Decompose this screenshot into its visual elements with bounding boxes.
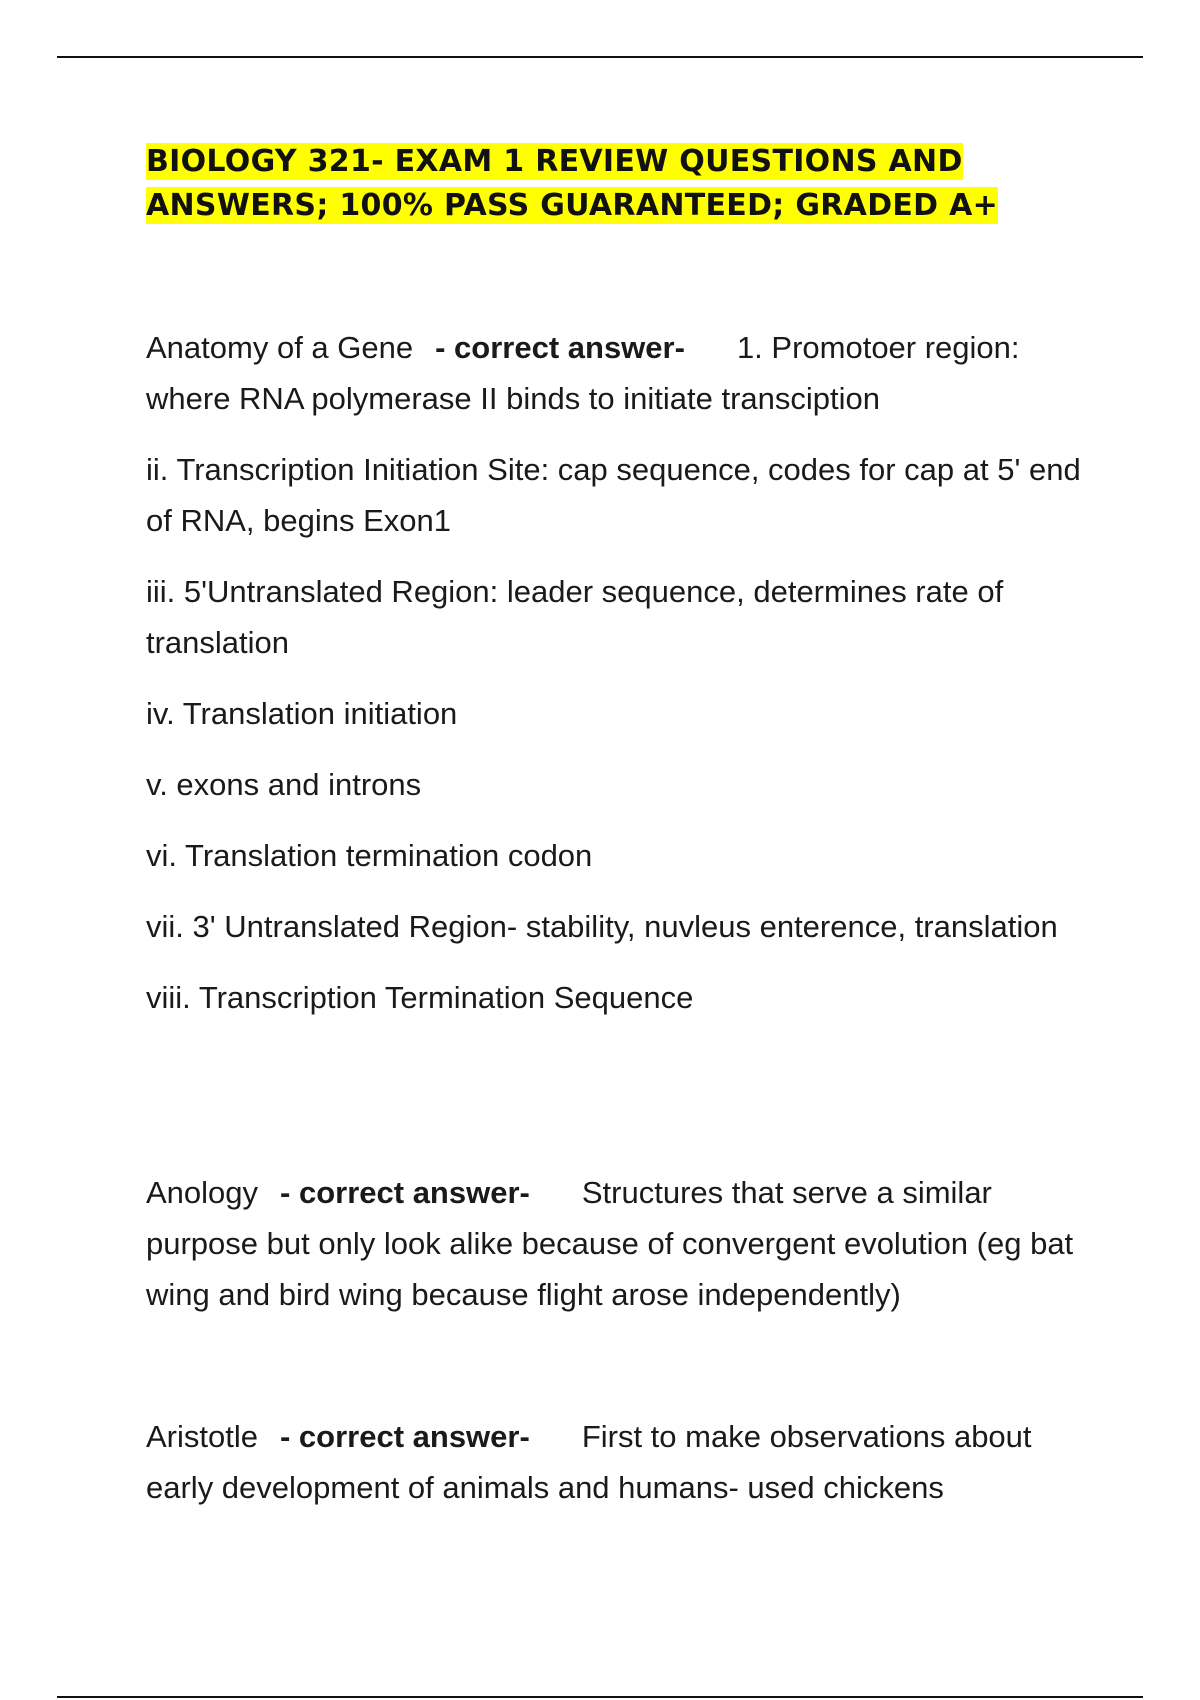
- entry-question-answer: [146, 1411, 1106, 1513]
- entry-answer: Structures that serve a similar purpose but only look alike because of convergent evolution (eg bat wing and bird wing because flight arose independently): [146, 1175, 1074, 1312]
- list-item: iii. 5'Untranslated Region: leader sequence, determines rate of translation: [146, 574, 1004, 660]
- list-item: vii. 3' Untranslated Region- stability, nuvleus enterence, translation: [146, 909, 1058, 944]
- list-item: ii. Transcription Initiation Site: cap sequence, codes for cap at 5' end of RNA, begins Exon1: [146, 452, 1081, 538]
- list-item: iv. Translation initiation: [146, 696, 458, 731]
- title-line-2: ANSWERS; 100% PASS GUARANTEED; GRADED A+: [146, 188, 999, 223]
- entry-answer: First to make observations about early development of animals and humans- used chickens: [146, 1419, 1032, 1505]
- entry-term: Anatomy of a Gene: [146, 330, 414, 365]
- entry-anology: [146, 1167, 1106, 1340]
- answer-marker: - correct answer-: [280, 1175, 530, 1210]
- entry-answer: 1. Promotoer region: where RNA polymerase II binds to initiate transciption: [146, 330, 1020, 416]
- answer-marker: - correct answer-: [279, 1419, 530, 1454]
- list-item: v. exons and introns: [146, 767, 422, 802]
- entry-anatomy-of-a-gene: [146, 322, 1106, 1043]
- bottom-rule: [57, 1696, 1143, 1698]
- top-rule: [57, 56, 1143, 58]
- answer-marker: - correct answer-: [435, 330, 685, 365]
- title-line-1: BIOLOGY 321- EXAM 1 REVIEW QUESTIONS AND: [146, 144, 963, 179]
- entry-term: Anology: [146, 1175, 259, 1210]
- document-title: [146, 140, 1086, 228]
- list-item: vi. Translation termination codon: [146, 838, 593, 873]
- entry-question-answer: [146, 1167, 1106, 1320]
- list-item: viii. Transcription Termination Sequence: [146, 980, 694, 1015]
- entry-question-answer: [146, 322, 1106, 424]
- entry-aristotle: [146, 1411, 1106, 1533]
- entry-term: Aristotle: [146, 1419, 258, 1454]
